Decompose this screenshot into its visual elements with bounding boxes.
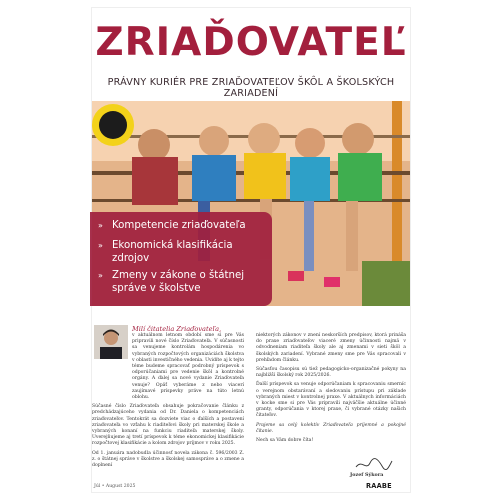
publisher-logo: RAABE <box>366 482 392 490</box>
editorial-closing: Prajeme sa celý kolektív Zriaďovateľa príjemné a pokojné čítanie. <box>256 422 406 434</box>
double-chevron-right-icon: » <box>98 271 103 280</box>
editorial-farewell: Nech sa Vám dobre číta! <box>256 438 314 444</box>
editorial-left-column <box>92 333 244 472</box>
signature-scribble <box>354 457 394 471</box>
issue-date: Júl • August 2025 <box>94 484 136 489</box>
magazine-cover <box>92 8 410 492</box>
editorial-paragraph <box>92 333 244 401</box>
editorial-paragraph: Súčasťou časopisu sú tiež pedagogicko-organizačné pokyny na najbližší školský rok 2025/2026. <box>256 367 406 379</box>
paragraph-text: v aktuálnom letnom období sme si pre Vás pripravili nové číslo Zriaďovateľa. V súčasnosti sa venujeme kontrolám hospodárenia vo vybraných rozpočtových organizáciách školstva v oblasti investičného vedenia. Uvidíte aj k tejto téme budeme spracovať podrobný príspevok s odporúčaniami pre vedenie škôl a kontrolné orgány. A ďalej sa nové vydanie Zriaďovateľa venuje? Opäť vyberáme z nebo viacerí zaujímavé príspevky práve na túto letnú oblohu. <box>132 333 244 401</box>
double-chevron-right-icon: » <box>98 221 103 230</box>
promo-badge <box>92 104 134 146</box>
double-chevron-right-icon: » <box>98 241 103 250</box>
badge-center-icon <box>99 111 127 139</box>
masthead-subtitle: PRÁVNY KURIÉR PRE ZRIAĎOVATEĽOV ŠKÔL A ŠKOLSKÝCH ZARIADENÍ <box>107 77 395 99</box>
topic-label: Ekonomická klasifikácia zdrojov <box>112 240 233 264</box>
editorial-paragraph: niektorých zákonov v znení neskorších predpisov, ktorá prináša do praxe zriaďovateľov viaceré zmeny účinnosti najmä v odvodneniam riaditeľa školy ale aj zmenami v sieti škôl a školských zariadení. Vybrané zmeny sme pre Vás spracovali v prehľadom článku. <box>256 333 406 363</box>
editorial-paragraph: Od 1. januára nadobudla účinnosť novela zákona č. 596/2003 Z. z. o štátnej správe v školstve a školskej samospráve a o zmene a doplnení <box>92 450 244 469</box>
editorial-paragraph: Súčasné číslo Zriaďovateľa obsahuje pokračovanie článku z predchádzajúceho vydania od Dr. Daniela o kompetenciách zriaďovateľov. Tentokrát sa dozviete viac o ďalších a postavení zriaďovateľa vo vzťahu k riaditeľovi školy pri materskej škole a vybraných konaní na funkciu riaditeľa materskej školy. Uverejňujeme aj tretí príspevok k téme ekonomickej klasifikácie rozpočtovej klasifikácie a kolom zdrojov príjmov v roku 2025. <box>92 404 244 447</box>
editorial-right-column <box>256 333 406 447</box>
topics-panel <box>90 212 272 306</box>
editorial-paragraph: Ďalší príspevok sa venuje odporúčaniam k spracovaniu smerníc o verejnom obstarávaní a sledovaniu prístupu pri základe vybraných miest v kontrolnej praxe. V aktuálnych informáciách v kocke sme si pre Vás pripravili najväčšie aktuálne účinné granty, odporúčania v ktorej praxe, či vybrané otázky našich čitateľov. <box>256 382 406 419</box>
topic-label: Zmeny v zákone o štátnej správe v školstve <box>112 270 245 294</box>
editorial-greeting: Milí čitatelia Zriaďovateľa, <box>132 325 222 333</box>
topic-label: Kompetencie zriaďovateľa <box>112 220 246 231</box>
editor-signature-name: Jozef Sýkora <box>350 472 384 478</box>
masthead-title: ZRIAĎOVATEĽ <box>95 20 407 65</box>
